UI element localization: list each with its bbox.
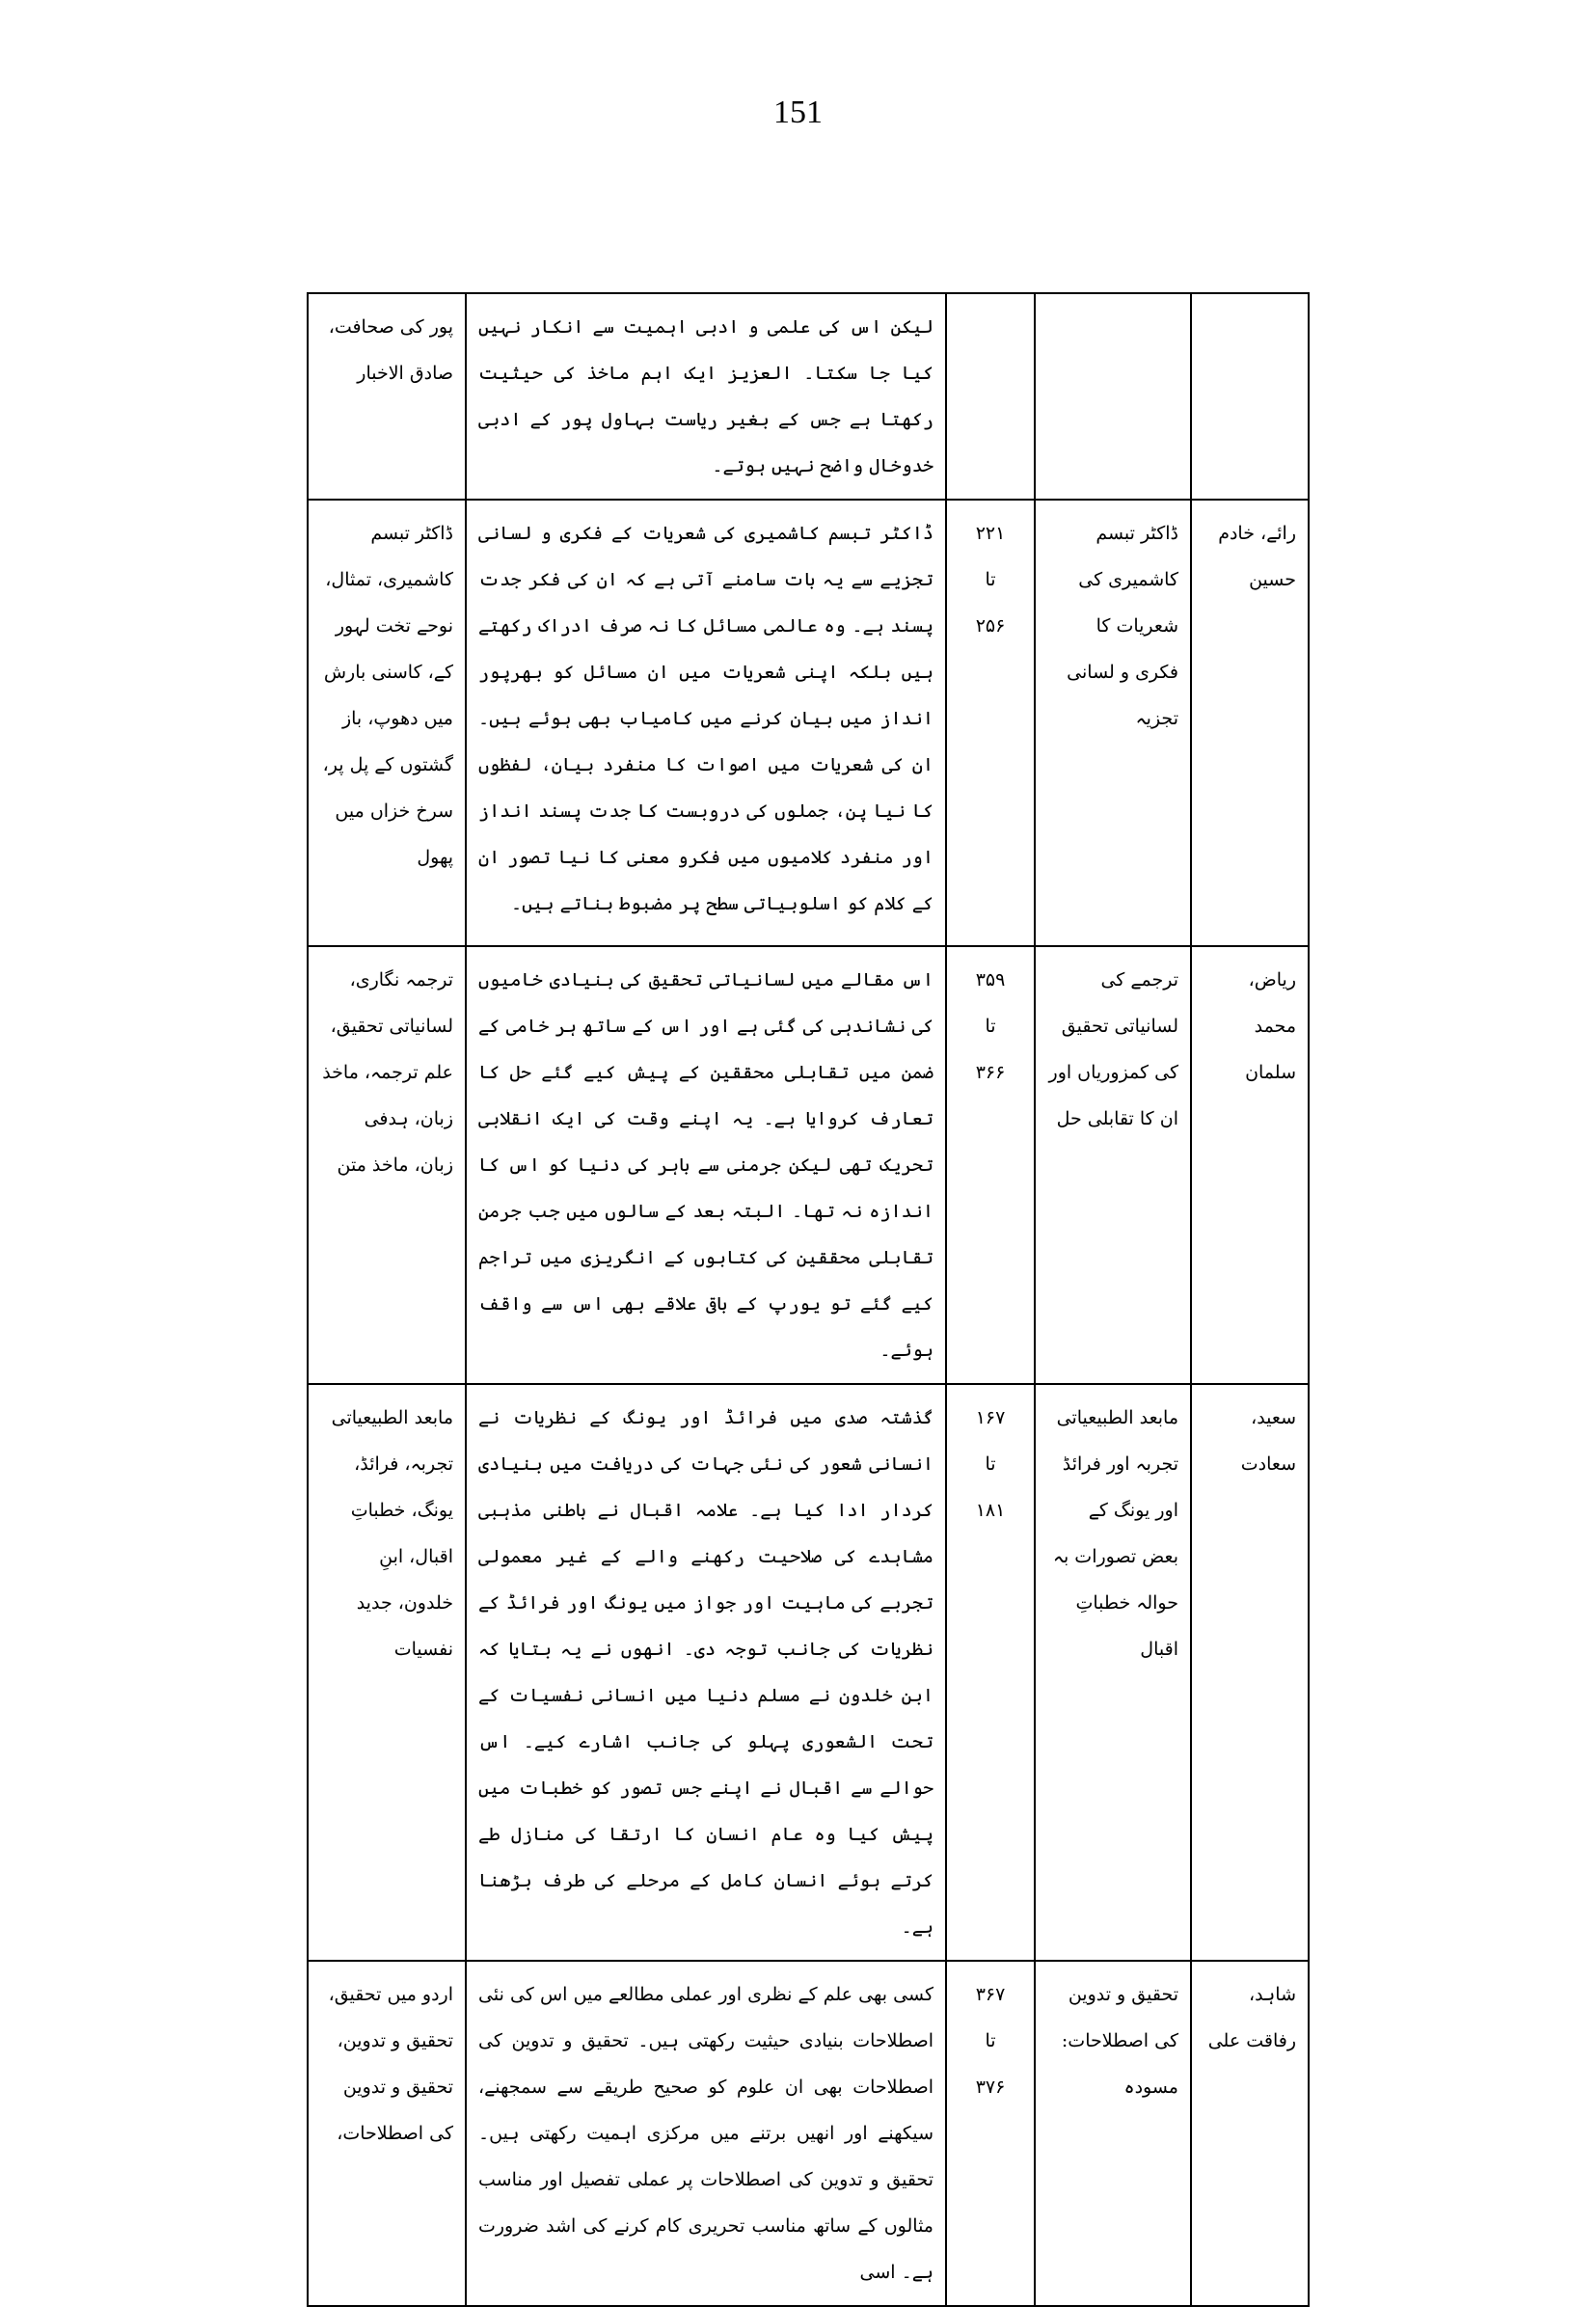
keywords-cell: ڈاکٹر تبسم کاشمیری، تمثال، نوحے تخت لہور کے، کاسنی بارش میں دھوپ، باز گشتوں کے پل پر، سرخ خزاں میں پھول: [308, 500, 466, 946]
page-start: ۳۵۹: [975, 969, 1006, 991]
article-index-body: [308, 293, 1309, 2306]
page-start: ۳۶۷: [975, 1984, 1006, 2005]
author-cell: رائے، خادم حسین: [1191, 500, 1309, 946]
table-row: [308, 1384, 1309, 1961]
pages-cell: [946, 1384, 1035, 1961]
keywords-cell: پور کی صحافت، صادق الاخبار: [308, 293, 466, 500]
page-range-separator: تا: [985, 1016, 996, 1037]
summary-cell: کسی بھی علم کے نظری اور عملی مطالعے میں اس کی نئی اصطلاحات بنیادی حیثیت رکھتی ہیں۔ تحقیق و تدوین کی اصطلاحات بھی ان علوم کو صحیح طریقے سے سمجھنے، سیکھنے اور انھیں برتنے میں مرکزی اہمیت رکھتی ہیں۔ تحقیق و تدوین کی اصطلاحات پر عملی تفصیل اور مناسب مثالوں کے ساتھ مناسب تحریری کام کرنے کی اشد ضرورت ہے۔ اسی: [466, 1961, 946, 2306]
author-cell: ریاض، محمد سلمان: [1191, 946, 1309, 1384]
page-number: 151: [773, 95, 823, 130]
table-row: [308, 946, 1309, 1384]
title-cell: ڈاکٹر تبسم کاشمیری کی شعریات کا فکری و لسانی تجزیہ: [1035, 500, 1191, 946]
pages-cell: [946, 946, 1035, 1384]
page-range-separator: تا: [985, 1453, 996, 1475]
pages-cell: [946, 293, 1035, 500]
title-cell: تحقیق و تدوین کی اصطلاحات: مسودہ: [1035, 1961, 1191, 2306]
page-end: ۳۷۶: [975, 2076, 1006, 2098]
summary-cell: ڈاکٹر تبسم کاشمیری کی شعریات کے فکری و لسانی تجزیے سے یہ بات سامنے آتی ہے کہ ان کی فکر جدت پسند ہے۔ وہ عالمی مسائل کا نہ صرف ادراک رکھتے ہیں بلکہ اپنی شعریات میں ان مسائل کو بھرپور انداز میں بیان کرنے میں کامیاب بھی ہوئے ہیں۔ ان کی شعریات میں اصوات کا منفرد بیان، لفظوں کا نیا پن، جملوں کی دروبست کا جدت پسند انداز اور منفرد کلامیوں میں فکرو معنی کا نیا تصور ان کے کلام کو اسلوبیاتی سطح پر مضبوط بناتے ہیں۔: [466, 500, 946, 946]
keywords-cell: مابعد الطبیعیاتی تجربہ، فرائڈ، یونگ، خطباتِ اقبال، ابنِ خلدون، جدید نفسیات: [308, 1384, 466, 1961]
keywords-cell: ترجمہ نگاری، لسانیاتی تحقیق، علم ترجمہ، ماخذ زبان، ہدفی زبان، ماخذ متن: [308, 946, 466, 1384]
summary-cell: لیکن اس کی علمی و ادبی اہمیت سے انکار نہیں کیا جا سکتا۔ العزیز ایک اہم ماخذ کی حیثیت رکھتا ہے جس کے بغیر ریاست بہاول پور کے ادبی خدوخال واضح نہیں ہوتے۔: [466, 293, 946, 500]
table-row: [308, 1961, 1309, 2306]
title-cell: [1035, 293, 1191, 500]
table-row: [308, 500, 1309, 946]
page-start: ۱۶۷: [975, 1407, 1006, 1428]
title-cell: مابعد الطبیعیاتی تجربہ اور فرائڈ اور یونگ کے بعض تصورات بہ حوالہ خطباتِ اقبال: [1035, 1384, 1191, 1961]
page-range-separator: تا: [985, 569, 996, 590]
author-cell: سعید، سعادت: [1191, 1384, 1309, 1961]
page-end: ۱۸۱: [975, 1500, 1006, 1521]
pages-cell: [946, 500, 1035, 946]
keywords-cell: اردو میں تحقیق، تحقیق و تدوین، تحقیق و تدوین کی اصطلاحات،: [308, 1961, 466, 2306]
summary-cell: گذشتہ صدی میں فرائڈ اور یونگ کے نظریات نے انسانی شعور کی نئی جہات کی دریافت میں بنیادی کردار ادا کیا ہے۔ علامہ اقبال نے باطنی مذہبی مشاہدے کی صلاحیت رکھنے والے کے غیر معمولی تجربے کی ماہیت اور جواز میں یونگ اور فرائڈ کے نظریات کی جانب توجہ دی۔ انھوں نے یہ بتایا کہ ابن خلدون نے مسلم دنیا میں انسانی نفسیات کے تحت الشعوری پہلو کی جانب اشارے کیے۔ اس حوالے سے اقبال نے اپنے جس تصور کو خطبات میں پیش کیا وہ عام انسان کا ارتقا کی منازل طے کرتے ہوئے انسان کامل کے مرحلے کی طرف بڑھنا ہے۔: [466, 1384, 946, 1961]
article-index-table: [307, 292, 1310, 2307]
pages-cell: [946, 1961, 1035, 2306]
page-end: ۳۶۶: [975, 1062, 1006, 1083]
summary-cell: اس مقالے میں لسانیاتی تحقیق کی بنیادی خامیوں کی نشاندہی کی گئی ہے اور اس کے ساتھ ہر خامی کے ضمن میں تقابلی محققین کے پیش کیے گئے حل کا تعارف کروایا ہے۔ یہ اپنے وقت کی ایک انقلابی تحریک تھی لیکن جرمنی سے باہر کی دنیا کو اس کا اندازہ نہ تھا۔ البتہ بعد کے سالوں میں جب جرمن تقابلی محققین کی کتابوں کے انگریزی میں تراجم کیے گئے تو یورپ کے باقی علاقے بھی اس سے واقف ہوئے۔: [466, 946, 946, 1384]
page-start: ۲۲۱: [975, 523, 1006, 544]
table-row: [308, 293, 1309, 500]
title-cell: ترجمے کی لسانیاتی تحقیق کی کمزوریاں اور ان کا تقابلی حل: [1035, 946, 1191, 1384]
author-cell: شاہد، رفاقت علی: [1191, 1961, 1309, 2306]
page-range-separator: تا: [985, 2030, 996, 2051]
page-end: ۲۵۶: [975, 615, 1006, 637]
author-cell: [1191, 293, 1309, 500]
